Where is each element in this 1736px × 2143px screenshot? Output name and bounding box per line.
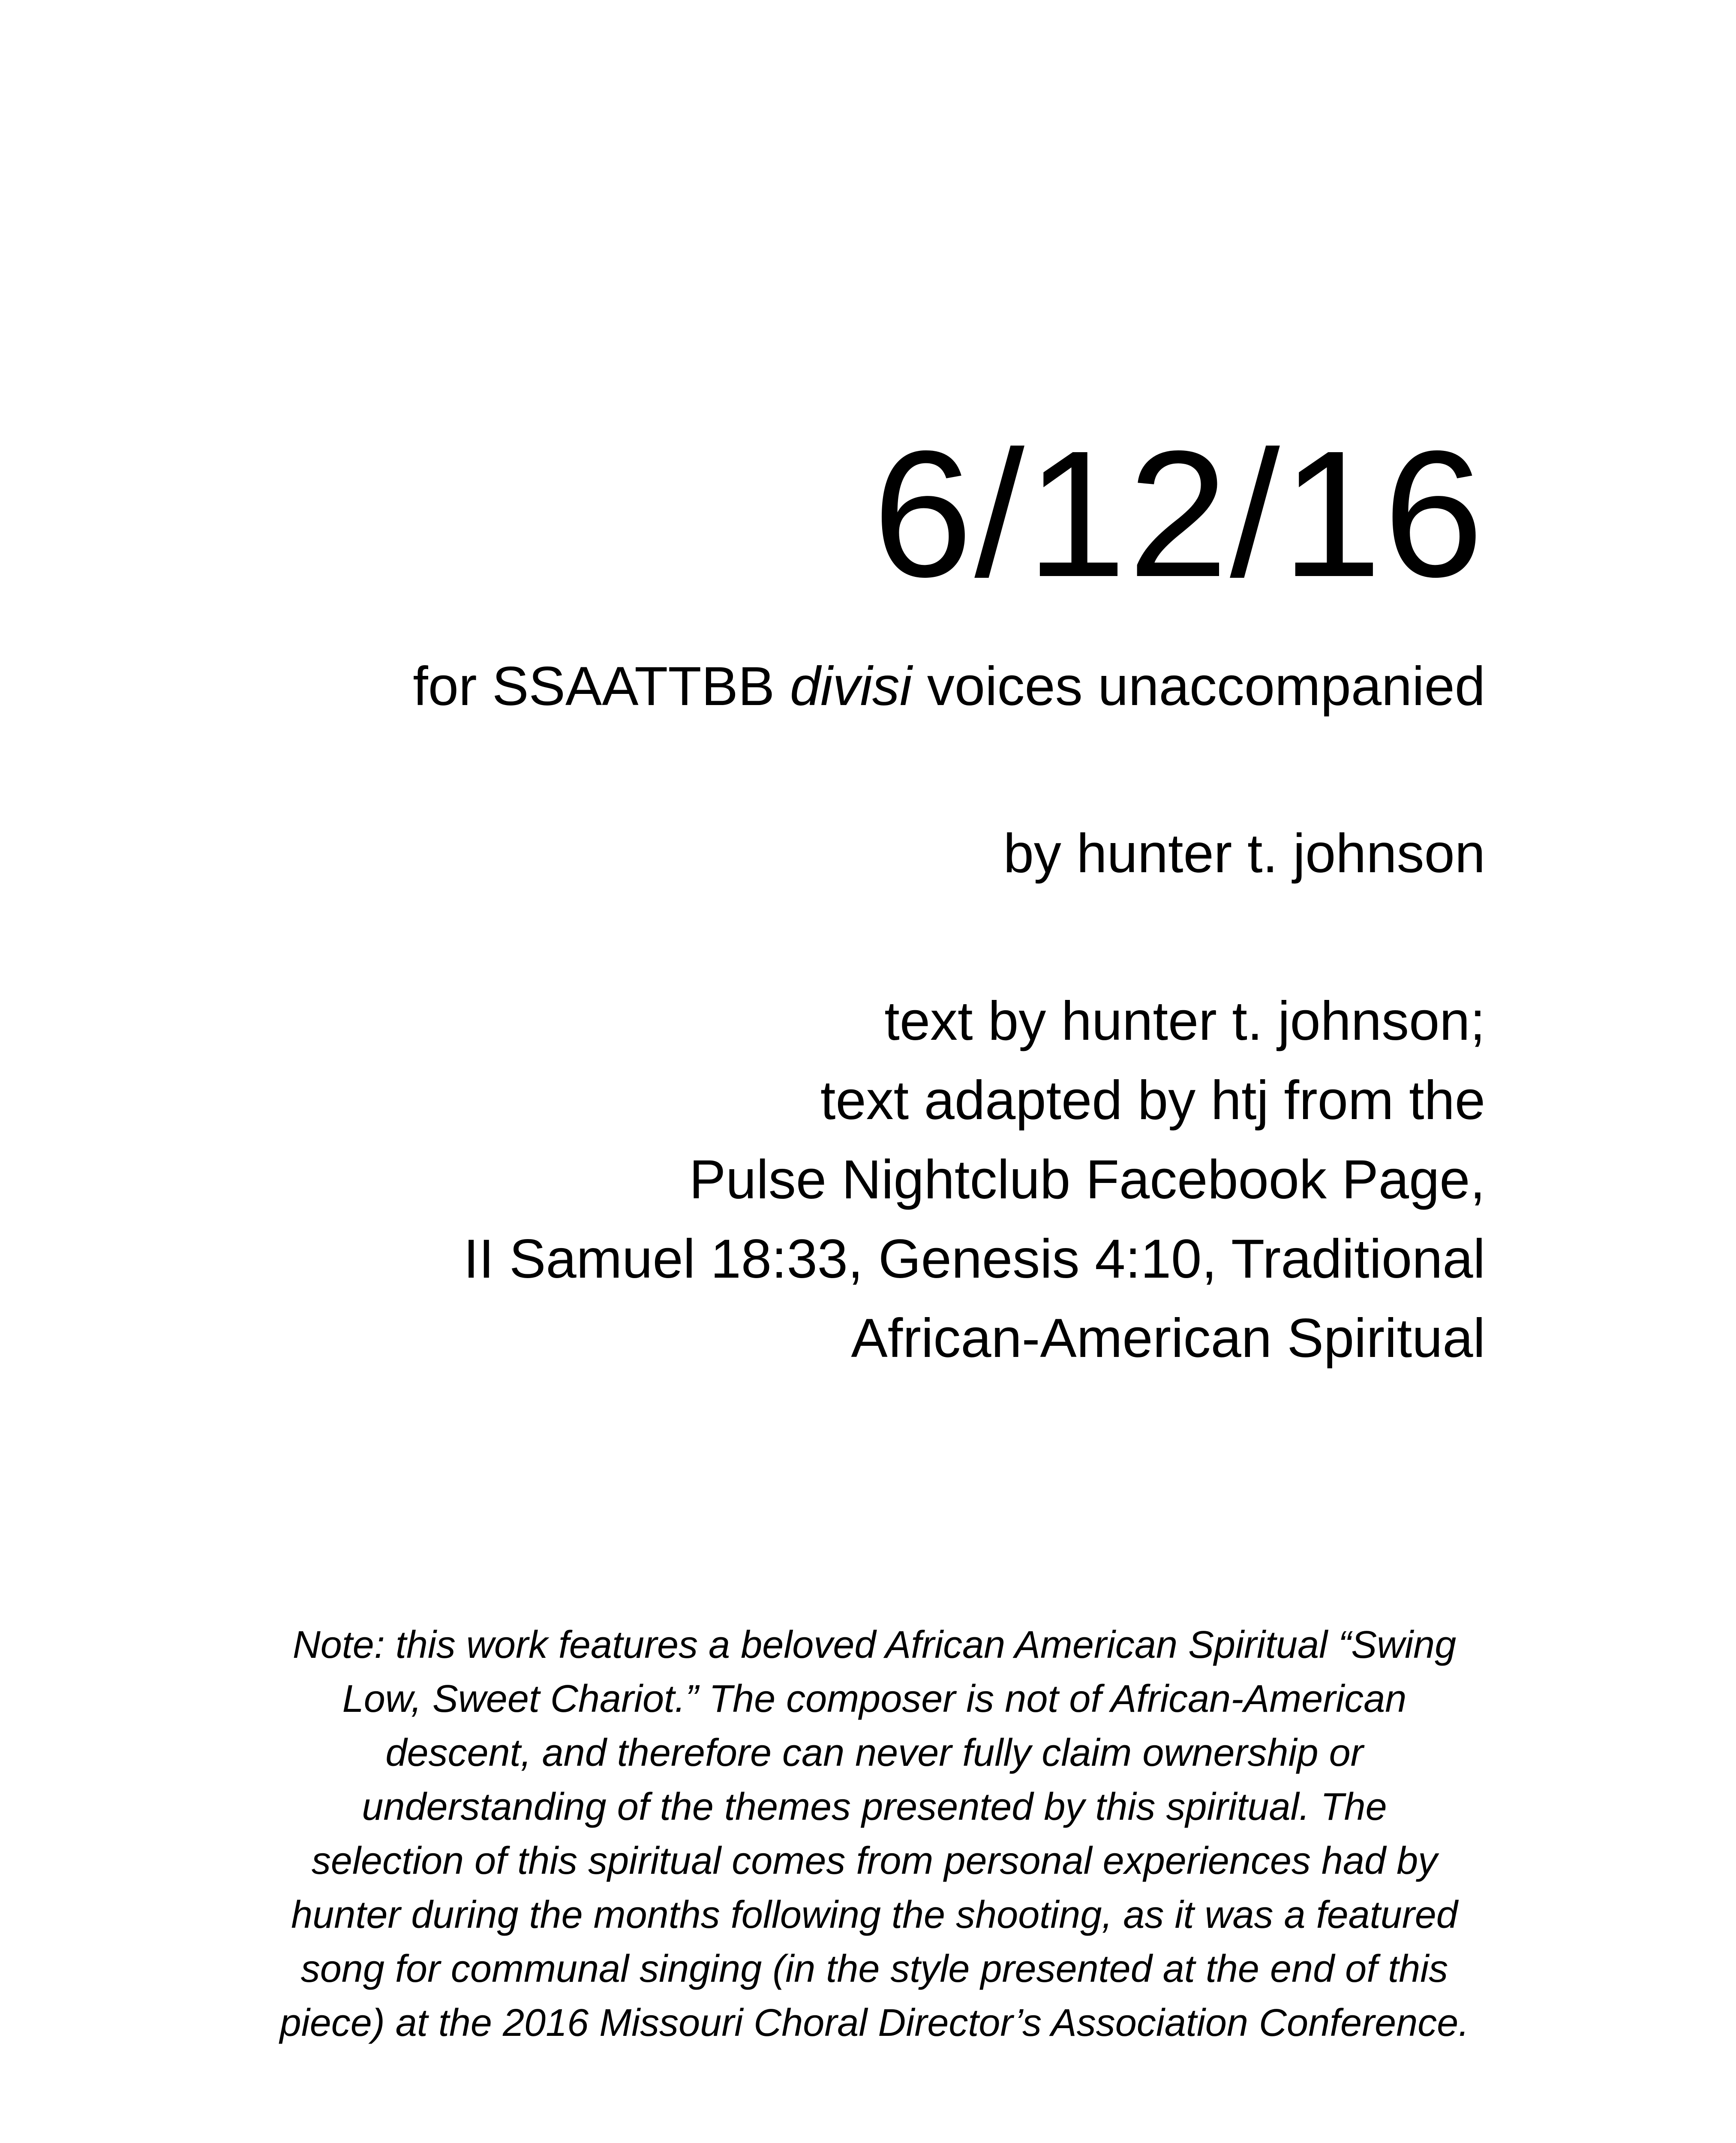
note-line: piece) at the 2016 Missouri Choral Director’s Association Conference. — [279, 2002, 1469, 2044]
text-credit-line: text adapted by htj from the — [820, 1070, 1485, 1131]
note-line: Low, Sweet Chariot.” The composer is not of African-American — [342, 1678, 1407, 1720]
composer-note — [257, 1618, 1492, 2050]
note-line: selection of this spiritual comes from personal experiences had by — [311, 1840, 1438, 1882]
title-block — [872, 414, 1485, 615]
text-credit-line: African-American Spiritual — [851, 1308, 1485, 1369]
note-line: Note: this work features a beloved African American Spiritual “Swing — [292, 1624, 1457, 1666]
text-credits — [463, 981, 1485, 1378]
voicing-divisi: divisi — [790, 656, 912, 717]
voicing-line — [413, 654, 1485, 720]
voicing-prefix: for SSAATTBB — [413, 656, 790, 717]
text-credit-line: Pulse Nightclub Facebook Page, — [689, 1149, 1485, 1210]
voicing-suffix: voices unaccompanied — [912, 656, 1485, 717]
page-title: 6/12/16 — [872, 414, 1485, 615]
note-line: hunter during the months following the shooting, as it was a featured — [291, 1894, 1458, 1936]
text-credit-line: text by hunter t. johnson; — [884, 990, 1485, 1052]
note-line: song for communal singing (in the style presented at the end of this — [300, 1948, 1448, 1990]
note-line: descent, and therefore can never fully claim ownership or — [385, 1732, 1364, 1774]
note-line: understanding of the themes presented by this spiritual. The — [362, 1786, 1387, 1828]
text-credit-line: II Samuel 18:33, Genesis 4:10, Traditional — [463, 1228, 1485, 1290]
composer-credit: by hunter t. johnson — [1003, 823, 1485, 884]
